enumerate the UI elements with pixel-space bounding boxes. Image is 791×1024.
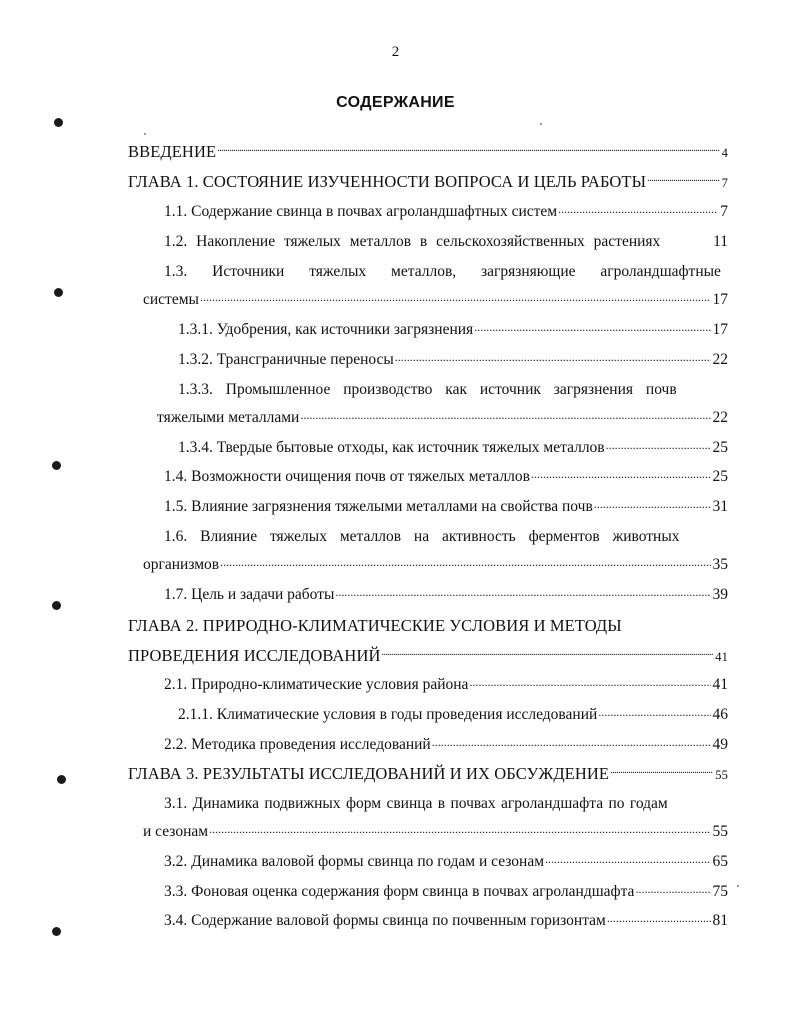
leader-dots bbox=[395, 350, 711, 364]
toc-entry-1-3-2[interactable] bbox=[178, 350, 728, 370]
punch-hole-mark bbox=[52, 927, 61, 936]
toc-entry-title: 2.1. Природно-климатические условия района bbox=[164, 676, 469, 693]
toc-entry-title: 1.2. Накопление тяжелых металлов в сельскохозяйственных растениях bbox=[164, 233, 661, 250]
toc-entry-page: 7 bbox=[721, 176, 728, 190]
toc-entry-page: 35 bbox=[712, 556, 728, 573]
toc-entry-title: 1.3. Источники тяжелых металлов, загрязняющие агроландшафтные bbox=[164, 263, 721, 280]
punch-hole-mark bbox=[57, 775, 66, 784]
toc-entry-page: 25 bbox=[712, 439, 728, 456]
scan-speck bbox=[144, 133, 146, 135]
toc-entry-title: 3.2. Динамика валовой формы свинца по годам и сезонам bbox=[164, 853, 545, 870]
toc-entry-page: 31 bbox=[712, 498, 728, 515]
toc-entry-1-6-line-2[interactable] bbox=[143, 555, 728, 575]
toc-entry-title: 3.3. Фоновая оценка содержания форм свинца в почвах агроландшафта bbox=[164, 883, 635, 900]
toc-entry-title: ГЛАВА 2. ПРИРОДНО-КЛИМАТИЧЕСКИЕ УСЛОВИЯ И МЕТОДЫ bbox=[128, 616, 622, 635]
toc-entry-title: тяжелыми металлами bbox=[157, 409, 300, 426]
leader-dots bbox=[209, 822, 710, 836]
toc-entry-page: 17 bbox=[712, 321, 728, 338]
toc-entry-title: 2.1.1. Климатические условия в годы проведения исследований bbox=[178, 706, 598, 723]
toc-entry-title: и сезонам bbox=[143, 823, 209, 840]
leader-dots bbox=[598, 705, 710, 719]
toc-entry-1-3-4[interactable] bbox=[178, 438, 728, 458]
punch-hole-mark bbox=[54, 288, 63, 297]
toc-entry-title: ГЛАВА 1. СОСТОЯНИЕ ИЗУЧЕННОСТИ ВОПРОСА И ЦЕЛЬ РАБОТЫ bbox=[128, 172, 647, 191]
toc-entry-page: 22 bbox=[712, 409, 728, 426]
leader-dots bbox=[606, 438, 711, 452]
toc-entry-page: 41 bbox=[712, 676, 728, 693]
toc-entry-title: 1.1. Содержание свинца в почвах агроландшафтных систем bbox=[164, 203, 558, 220]
punch-hole-mark bbox=[52, 461, 61, 470]
toc-entry-title: ПРОВЕДЕНИЯ ИССЛЕДОВАНИЙ bbox=[128, 646, 381, 665]
toc-entry-introduction[interactable] bbox=[128, 142, 728, 162]
toc-entry-1-3-1[interactable] bbox=[178, 320, 728, 340]
toc-entry-chapter-2-line-2[interactable] bbox=[128, 646, 728, 666]
toc-entry-2-2[interactable] bbox=[164, 735, 728, 755]
page-number: 2 bbox=[391, 44, 400, 60]
leader-dots bbox=[607, 911, 711, 925]
scan-speck bbox=[540, 123, 542, 125]
toc-entry-page: 46 bbox=[712, 706, 728, 723]
toc-entry-1-3-line-1[interactable] bbox=[164, 262, 728, 282]
leader-dots bbox=[545, 852, 710, 866]
toc-entry-1-6-line-1[interactable] bbox=[164, 527, 728, 547]
toc-entry-page: 22 bbox=[712, 351, 728, 368]
toc-entry-title: организмов bbox=[143, 556, 220, 573]
toc-entry-3-3[interactable] bbox=[164, 882, 728, 902]
leader-dots bbox=[200, 290, 711, 304]
toc-entry-page: 41 bbox=[715, 650, 728, 664]
leader-dots bbox=[300, 408, 710, 422]
toc-entry-page: 11 bbox=[713, 233, 728, 250]
toc-entry-title: 1.4. Возможности очищения почв от тяжелых металлов bbox=[164, 468, 530, 485]
toc-entry-page: 55 bbox=[715, 768, 728, 782]
toc-entry-title: ГЛАВА 3. РЕЗУЛЬТАТЫ ИССЛЕДОВАНИЙ И ИХ ОБСУЖДЕНИЕ bbox=[128, 764, 610, 783]
toc-entry-title: 3.4. Содержание валовой формы свинца по почвенным горизонтам bbox=[164, 912, 606, 929]
toc-entry-page: 25 bbox=[712, 468, 728, 485]
leader-dots bbox=[635, 882, 710, 896]
leader-dots bbox=[647, 173, 720, 187]
toc-entry-title: 1.3.2. Трансграничные переносы bbox=[178, 351, 394, 368]
punch-hole-mark bbox=[52, 601, 61, 610]
toc-entry-title: 2.2. Методика проведения исследований bbox=[164, 736, 431, 753]
punch-hole-mark bbox=[54, 118, 63, 127]
toc-entry-3-2[interactable] bbox=[164, 852, 728, 872]
toc-entry-2-1[interactable] bbox=[164, 675, 728, 695]
toc-entry-title: 1.3.4. Твердые бытовые отходы, как источник тяжелых металлов bbox=[178, 439, 605, 456]
toc-entry-3-1-line-2[interactable] bbox=[143, 822, 728, 842]
toc-entry-title: 1.3.3. Промышленное производство как источник загрязнения почв bbox=[178, 381, 677, 398]
toc-entry-title: 1.3.1. Удобрения, как источники загрязнения bbox=[178, 321, 474, 338]
toc-entry-3-1-line-1[interactable] bbox=[164, 794, 728, 814]
toc-entry-title: ВВЕДЕНИЕ bbox=[128, 142, 217, 161]
toc-entry-3-4[interactable] bbox=[164, 911, 728, 931]
leader-dots bbox=[335, 585, 710, 599]
leader-dots bbox=[381, 647, 713, 661]
toc-entry-page: 4 bbox=[721, 146, 728, 160]
toc-entry-title: 1.6. Влияние тяжелых металлов на активность ферментов животных bbox=[164, 528, 680, 545]
leader-dots bbox=[469, 675, 710, 689]
toc-entry-page: 81 bbox=[712, 912, 728, 929]
toc-entry-title: 1.7. Цель и задачи работы bbox=[164, 586, 335, 603]
leader-dots bbox=[610, 765, 713, 779]
toc-entry-1-3-line-2[interactable] bbox=[143, 290, 728, 310]
toc-entry-1-1[interactable] bbox=[164, 202, 728, 222]
toc-entry-page: 7 bbox=[720, 203, 728, 220]
toc-entry-title: 3.1. Динамика подвижных форм свинца в почвах агроландшафта по годам bbox=[164, 795, 668, 812]
toc-entry-1-2[interactable] bbox=[164, 232, 728, 252]
toc-entry-1-7[interactable] bbox=[164, 585, 728, 605]
toc-entry-1-3-3-line-2[interactable] bbox=[157, 408, 728, 428]
leader-dots bbox=[220, 555, 710, 569]
leader-dots bbox=[217, 143, 720, 157]
leader-dots bbox=[474, 320, 710, 334]
toc-entry-chapter-3[interactable] bbox=[128, 764, 728, 784]
toc-entry-page: 65 bbox=[712, 853, 728, 870]
toc-entry-1-3-3-line-1[interactable] bbox=[178, 380, 728, 400]
leader-dots bbox=[531, 467, 711, 481]
toc-entry-1-5[interactable] bbox=[164, 497, 728, 517]
toc-entry-title: 1.5. Влияние загрязнения тяжелыми металлами на свойства почв bbox=[164, 498, 593, 515]
page-title: СОДЕРЖАНИЕ bbox=[336, 94, 455, 111]
toc-entry-page: 55 bbox=[712, 823, 728, 840]
leader-dots bbox=[594, 497, 711, 511]
scan-speck bbox=[737, 885, 739, 887]
leader-dots bbox=[558, 202, 718, 216]
toc-entry-title: системы bbox=[143, 291, 199, 308]
toc-entry-2-1-1[interactable] bbox=[178, 705, 728, 725]
leader-dots bbox=[432, 735, 711, 749]
toc-entry-page: 39 bbox=[712, 586, 728, 603]
toc-entry-page: 17 bbox=[712, 291, 728, 308]
toc-entry-page: 75 bbox=[712, 883, 728, 900]
toc-entry-page: 49 bbox=[712, 736, 728, 753]
toc-entry-1-4[interactable] bbox=[164, 467, 728, 487]
toc-entry-chapter-2-line-1[interactable] bbox=[128, 616, 728, 636]
toc-entry-chapter-1[interactable] bbox=[128, 172, 728, 192]
